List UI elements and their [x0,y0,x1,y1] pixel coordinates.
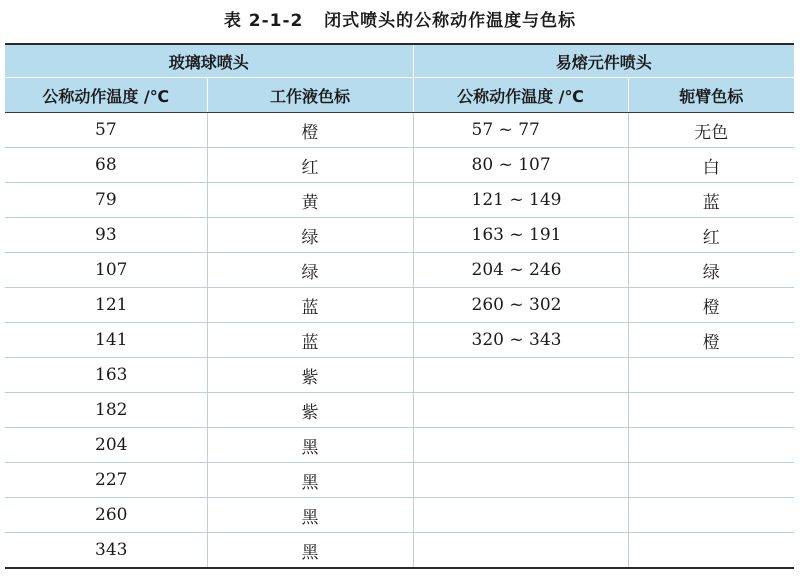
glass-temp-cell: 163 [5,358,207,393]
fusible-color-cell: 橙 [628,288,794,323]
glass-color-cell: 黑 [207,533,413,569]
fusible-temp-cell [413,428,628,463]
table-row [5,498,794,533]
table-row [5,288,794,323]
table-row [5,148,794,183]
fusible-temp-cell: 320 ~ 343 [413,323,628,358]
glass-temp-cell: 141 [5,323,207,358]
fusible-color-cell [628,498,794,533]
glass-temp-cell: 227 [5,463,207,498]
sprinkler-temperature-table [5,43,794,569]
fusible-color-cell: 蓝 [628,183,794,218]
glass-temp-cell: 343 [5,533,207,569]
glass-temp-cell: 204 [5,428,207,463]
fusible-color-cell: 红 [628,218,794,253]
glass-color-cell: 黑 [207,428,413,463]
group-header-glass-bulb: 玻璃球喷头 [5,44,413,78]
table-row [5,323,794,358]
fusible-color-cell [628,463,794,498]
table-caption: 表 2-1-2 闭式喷头的公称动作温度与色标 [223,11,577,31]
table-row [5,218,794,253]
table-row [5,358,794,393]
glass-temp-cell: 260 [5,498,207,533]
group-header-fusible-link: 易熔元件喷头 [413,44,794,78]
glass-color-cell: 紫 [207,358,413,393]
glass-temp-cell: 121 [5,288,207,323]
glass-temp-cell: 79 [5,183,207,218]
fusible-color-cell: 橙 [628,323,794,358]
table-body [5,113,794,569]
fusible-color-cell [628,533,794,569]
glass-color-cell: 蓝 [207,323,413,358]
fusible-temp-cell [413,498,628,533]
fusible-temp-cell [413,533,628,569]
fusible-color-cell [628,428,794,463]
glass-temp-cell: 107 [5,253,207,288]
glass-color-cell: 蓝 [207,288,413,323]
glass-color-cell: 红 [207,148,413,183]
glass-temp-cell: 68 [5,148,207,183]
fusible-temp-cell [413,358,628,393]
fusible-color-cell [628,358,794,393]
glass-temp-cell: 182 [5,393,207,428]
glass-temp-cell: 93 [5,218,207,253]
glass-color-cell: 黑 [207,498,413,533]
fusible-temp-cell: 57 ~ 77 [413,113,628,148]
column-header-glass-temp: 公称动作温度 /℃ [5,78,207,113]
fusible-temp-cell: 204 ~ 246 [413,253,628,288]
fusible-temp-cell [413,393,628,428]
glass-color-cell: 黄 [207,183,413,218]
table-row [5,183,794,218]
fusible-color-cell: 绿 [628,253,794,288]
table-row [5,393,794,428]
column-header-fusible-temp: 公称动作温度 /℃ [413,78,628,113]
column-header-fusible-color: 轭臂色标 [628,78,794,113]
table-row [5,533,794,569]
glass-color-cell: 绿 [207,218,413,253]
table-row [5,428,794,463]
glass-color-cell: 紫 [207,393,413,428]
fusible-temp-cell: 121 ~ 149 [413,183,628,218]
fusible-color-cell: 白 [628,148,794,183]
glass-color-cell: 黑 [207,463,413,498]
table-row [5,253,794,288]
glass-temp-cell: 57 [5,113,207,148]
glass-color-cell: 绿 [207,253,413,288]
table-row [5,463,794,498]
fusible-temp-cell: 163 ~ 191 [413,218,628,253]
table-row [5,113,794,148]
fusible-color-cell: 无色 [628,113,794,148]
fusible-temp-cell: 260 ~ 302 [413,288,628,323]
column-header-glass-color: 工作液色标 [207,78,413,113]
fusible-color-cell [628,393,794,428]
fusible-temp-cell [413,463,628,498]
glass-color-cell: 橙 [207,113,413,148]
fusible-temp-cell: 80 ~ 107 [413,148,628,183]
